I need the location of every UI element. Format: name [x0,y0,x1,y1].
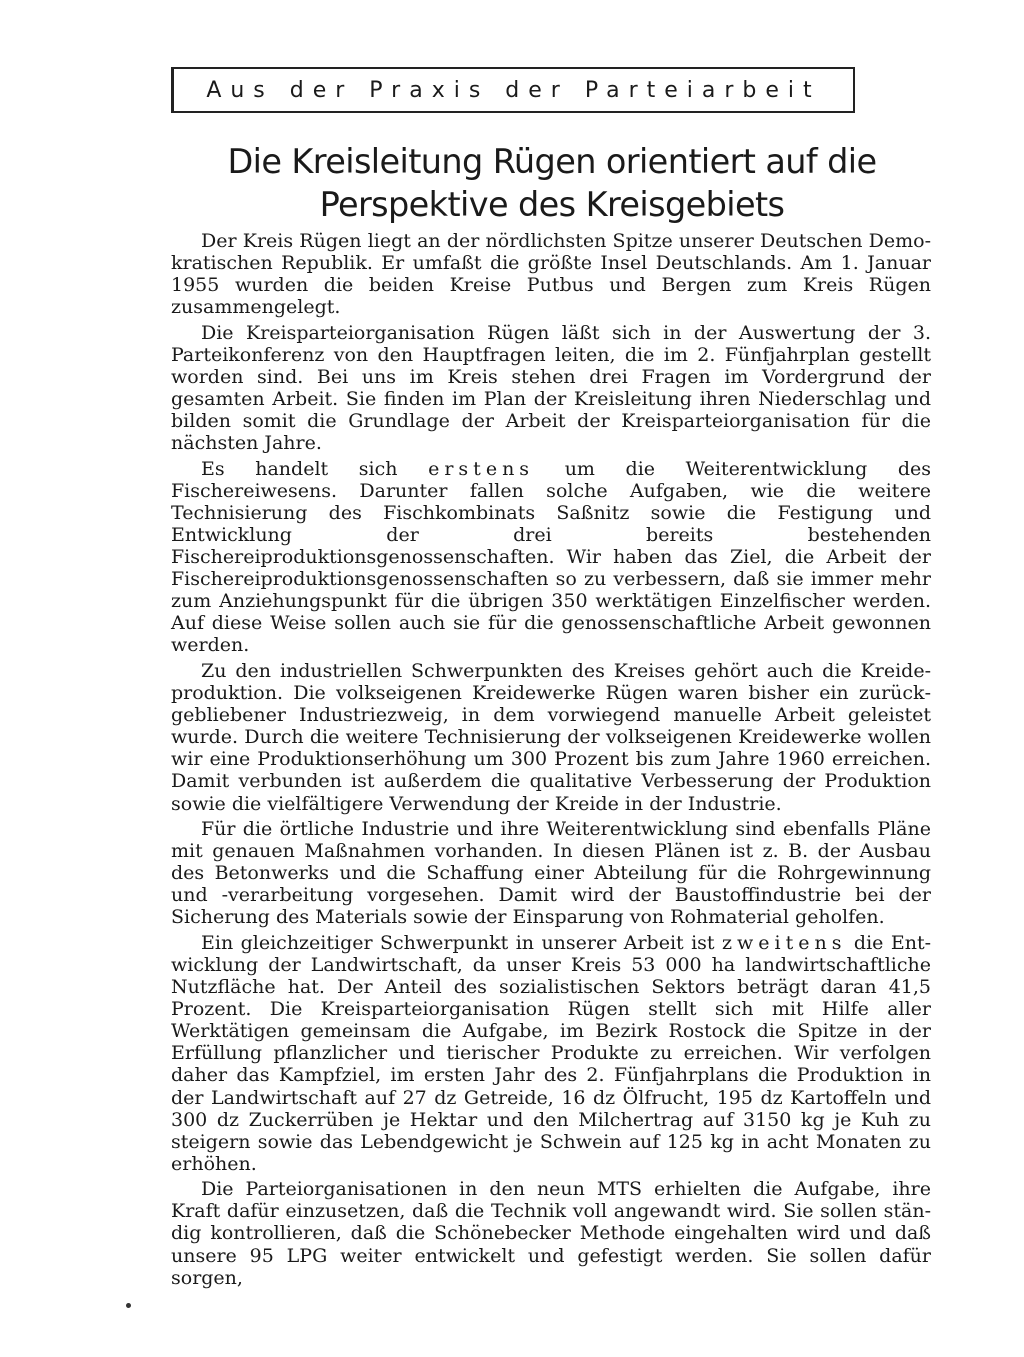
paragraph-3-rest: um die Weiterentwicklung des Fischereiwesens. Darunter fallen solche Aufgaben, wie die weitere Technisierung des Fischkombinats Saßnitz sowie die Festigung und Entwicklung der drei bereits bestehenden Fischereiproduktionsgenossenschaften. Wir haben das Ziel, die Arbeit der Fischereiproduktionsgenossenschaften so zu verbessern, daß sie immer mehr zum Anziehungspunkt für die übrigen 350 werktätigen Einzelfischer werden. Auf diese Weise sollen auch sie für die genossenschaftliche Arbeit gewonnen werden. [171,457,932,657]
paragraph-4: Zu den industriellen Schwerpunkten des Kreises gehört auch die Kreideproduktion. Die volkseigenen Kreidewerke Rügen waren bisher ein zurückgebliebener Industriezweig, in dem vorwiegend manuelle Arbeit geleistet wurde. Durch die weitere Technisierung der volkseigenen Kreidewerke wollen wir eine Produktionserhöhung um 300 Prozent bis zum Jahre 1960 erreichen. Damit verbunden ist außerdem die qualitative Verbesserung der Produktion sowie die vielfältigere Verwendung der Kreide in der Industrie. [171,659,931,815]
paragraph-6-rest: die Entwicklung der Landwirtschaft, da unser Kreis 53 000 ha landwirtschaftliche Nutzfläche hat. Der Anteil des sozialistischen Sektors beträgt daran 41,5 Prozent. Die Kreisparteiorganisation Rügen stellt sich mit Hilfe aller Werktätigen gemeinsam die Aufgabe, im Bezirk Rostock die Spitze in der Erfüllung pflanzlicher und tierischer Produkte zu erreichen. Wir verfolgen daher das Kampfziel, im ersten Jahr des 2. Fünfjahrplans die Produktion in der Landwirtschaft auf 27 dz Getreide, 16 dz Ölfrucht, 195 dz Kartoffeln und 300 dz Zuckerrüben je Hektar und den Milchertrag auf 3150 kg je Kuh zu steigern sowie das Lebendgewicht je Schwein auf 125 kg in acht Monaten zu erhöhen. [171,931,931,1175]
emphasis-erstens: erstens [428,457,535,480]
section-label: Aus der Praxis der Parteiarbeit [206,77,821,103]
paragraph-1: Der Kreis Rügen liegt an der nördlichsten Spitze unserer Deutschen Demokratischen Republik. Er umfaßt die größte Insel Deutschlands. Am 1. Januar 1955 wurden die beiden Kreise Putbus und Bergen zum Kreis Rügen zusammengelegt. [171,230,931,319]
paragraph-7: Die Parteiorganisationen in den neun MTS erhielten die Aufgabe, ihre Kraft dafür einzusetzen, daß die Technik voll angewandt wird. Sie sollen ständig kontrollieren, daß die Schönebecker Methode eingehalten wird und daß unsere 95 LPG weiter entwickelt und gefestigt werden. Sie sollen dafür sorgen, [171,1178,931,1289]
paragraph-2: Die Kreisparteiorganisation Rügen läßt sich in der Auswertung der 3. Parteikonferenz von den Hauptfragen leiten, die im 2. Fünfjahrplan gestellt worden sind. Bei uns im Kreis stehen drei Fragen im Vordergrund der gesamten Arbeit. Sie finden im Plan der Kreisleitung ihren Niederschlag und bilden somit die Grundlage der Arbeit der Kreisparteiorganisation für die nächsten Jahre. [171,321,931,455]
emphasis-zweitens: zweitens [722,931,847,954]
paragraph-5: Für die örtliche Industrie und ihre Weiterentwicklung sind ebenfalls Pläne mit genauen Maßnahmen vorhanden. In diesen Plänen ist z. B. der Ausbau des Betonwerks und die Schaffung einer Abteilung für die Rohrgewinnung und -verarbeitung vorgesehen. Damit wird der Baustoffindustrie bei der Sicherung des Materials sowie der Einsparung von Rohmaterial geholfen. [171,818,931,929]
article-body [171,230,931,1292]
paragraph-6-lead: Ein gleichzeitiger Schwerpunkt in unserer Arbeit ist [201,931,715,954]
section-header-box [171,67,855,113]
paragraph-6 [171,932,931,1175]
article-title: Die Kreisleitung Rügen orientiert auf die Perspektive des Kreisgebiets [227,142,877,224]
paragraph-3-lead: Es handelt sich [201,457,398,480]
paragraph-3 [171,458,931,657]
print-speck [126,1303,131,1308]
